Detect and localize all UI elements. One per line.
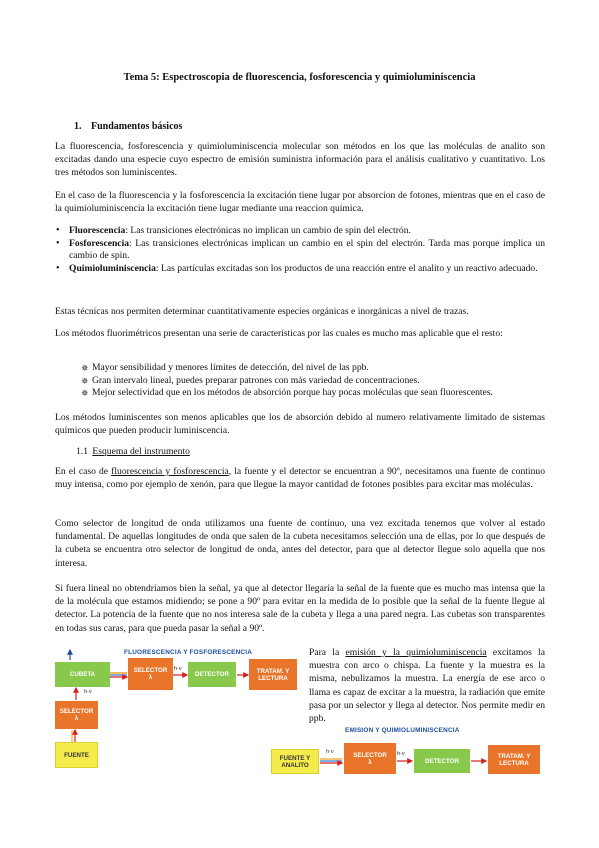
list-item-text: Mayor sensibilidad y menores límites de detección, del nivel de las ppb.: [92, 362, 369, 373]
section-title: Fundamentos básicos: [91, 121, 183, 132]
bullet-icon: •: [56, 225, 60, 236]
list-item-text: Gran intervalo lineal, puedes preparar patrones con más variedad de concentraciones.: [92, 374, 420, 386]
detector-box: DETECTOR: [188, 662, 236, 687]
paragraph-trazas: Estas técnicas nos permiten determinar cuantitativamente especies orgánicas e inorgánicas a nivel de trazas.: [55, 306, 469, 317]
text: excitamos la muestra con arco o chispa. La fuente y la muestra es la misma, nebulizamos la muestra. La energía de ese arco o llama es capaz de excitar a la muestra, la radiación que emite pasa por un selector y llega al detector. Nos permite medir en ppb.: [309, 647, 545, 725]
section-number: 1.: [74, 121, 82, 132]
hv-label: h·ν: [326, 749, 334, 755]
tratam-box: TRATAM. Y LECTURA: [249, 659, 297, 690]
star-bullet-icon: ✵: [81, 363, 89, 373]
underlined-term: fluorescencia y fosforescencia: [111, 466, 229, 477]
page-title: Tema 5: Espectroscopia de fluorescencia, fosforescencia y quimioluminiscencia: [123, 72, 476, 83]
hv-label: h·ν: [397, 751, 405, 757]
section-number: 1.1: [76, 446, 88, 457]
paragraph-luminiscent: Los métodos luminiscentes son menos aplicables que los de absorción debido al numero relativamente limitado de sistemas químicos que pueden producir luminiscencia.: [55, 412, 545, 437]
tratam-box: TRATAM. Y LECTURA: [488, 745, 540, 774]
section-title: Esquema del instrumento: [92, 446, 190, 457]
definition: : Las transiciones electrónicas implican un cambio en el spin del electrón. Tarda mas porque implica un cambio de spin.: [69, 237, 545, 262]
term: Quimioluminiscencia: [69, 262, 156, 274]
list-item-text: Mejor selectividad que en los métodos de absorción porque hay pocas moléculas que sean fluorescentes.: [92, 387, 493, 399]
paragraph-90deg: Si fuera lineal no obtendríamos bien la señal, ya que al detector llegaría la señal de la fuente que es mucho mas intensa que la de la molécula que estamos midiendo; se pone a 90º para evitar en la medida de lo posible que la señal de la fuente llegue al detector. La potencia de la fuente que no nos interesa sale de la cubeta y llega a una pared negra. Las cubetas son transparentes en todas sus caras, para que pueda pasar la señal a 90º.: [55, 583, 545, 634]
hv-label: h·ν: [174, 666, 182, 672]
detector-box: DETECTOR: [414, 749, 470, 773]
cubeta-box: CUBETA: [55, 662, 110, 687]
paragraph-excitation: En el caso de la fluorescencia y la fosforescencia la excitación tiene lugar por absorcion de fotones, mientras que en el caso de la quimioluminiscencia la excitación tiene lugar mediante una reaccion química.: [55, 190, 545, 215]
text: Para la: [309, 647, 346, 658]
paragraph-intro: La fluorescencia, fosforescencia y quimioluminiscencia molecular son métodos en los que las moléculas de analito son excitadas dando una especie cuyo espectro de emisión suministra información para el análisis cualitativo y cuantitativo. Los tres métodos son luminiscentes.: [55, 141, 545, 179]
selector-box: SELECTOR λ: [344, 743, 396, 774]
paragraph-fluorimetric: Los métodos fluorimétricos presentan una serie de características por las cuales es mucho mas aplicable que el resto:: [55, 328, 503, 339]
definition: : Las transiciones electrónicas no implican un cambio de spin del electrón.: [125, 225, 411, 236]
term: Fluorescencia: [69, 225, 126, 236]
fuente-analito-box: FUENTE Y ANALITO: [271, 749, 319, 774]
definition: : Las partículas excitadas son los productos de una reacción entre el analito y un reactivo adecuado.: [155, 262, 538, 274]
diagram-title: FLUORESCENCIA Y FOSFORESCENCIA: [124, 649, 253, 656]
selector-left-box: SELECTOR λ: [55, 701, 98, 729]
underlined-term: emisión y la quimioluminiscencia: [345, 647, 487, 658]
star-bullet-icon: ✵: [81, 388, 89, 399]
hv-label: h·ν: [84, 689, 92, 695]
star-bullet-icon: ✵: [81, 375, 89, 386]
text: En el caso de: [55, 466, 112, 477]
bullet-icon: •: [56, 262, 60, 274]
text: , la fuente y el detector se encuentran a 90º, necesitamos una fuente de continuo muy intensa, como por ejemplo de xenón, para que llegue la mayor cantidad de fotones posibles para excitar mas moléculas.: [55, 466, 545, 491]
bullet-icon: •: [56, 237, 60, 249]
term: Fosforescencia: [69, 237, 130, 249]
fuente-box: FUENTE: [55, 742, 98, 768]
paragraph-selector: Como selector de longitud de onda utilizamos una fuente de continuo, una vez excitada tenemos que volver al estado fundamental. De aquellas longitudes de onda que salen de la cubeta necesitamos selección una de ellas, por lo que después de la cubeta se encuentra otro selector de longitud de onda, antes del detector, para que al detector llegue solo aquella que nos interesa.: [55, 518, 545, 569]
selector-box: SELECTOR λ: [128, 658, 173, 690]
diagram-title: EMISION Y QUIMIOLUMINISCENCIA: [345, 727, 460, 734]
